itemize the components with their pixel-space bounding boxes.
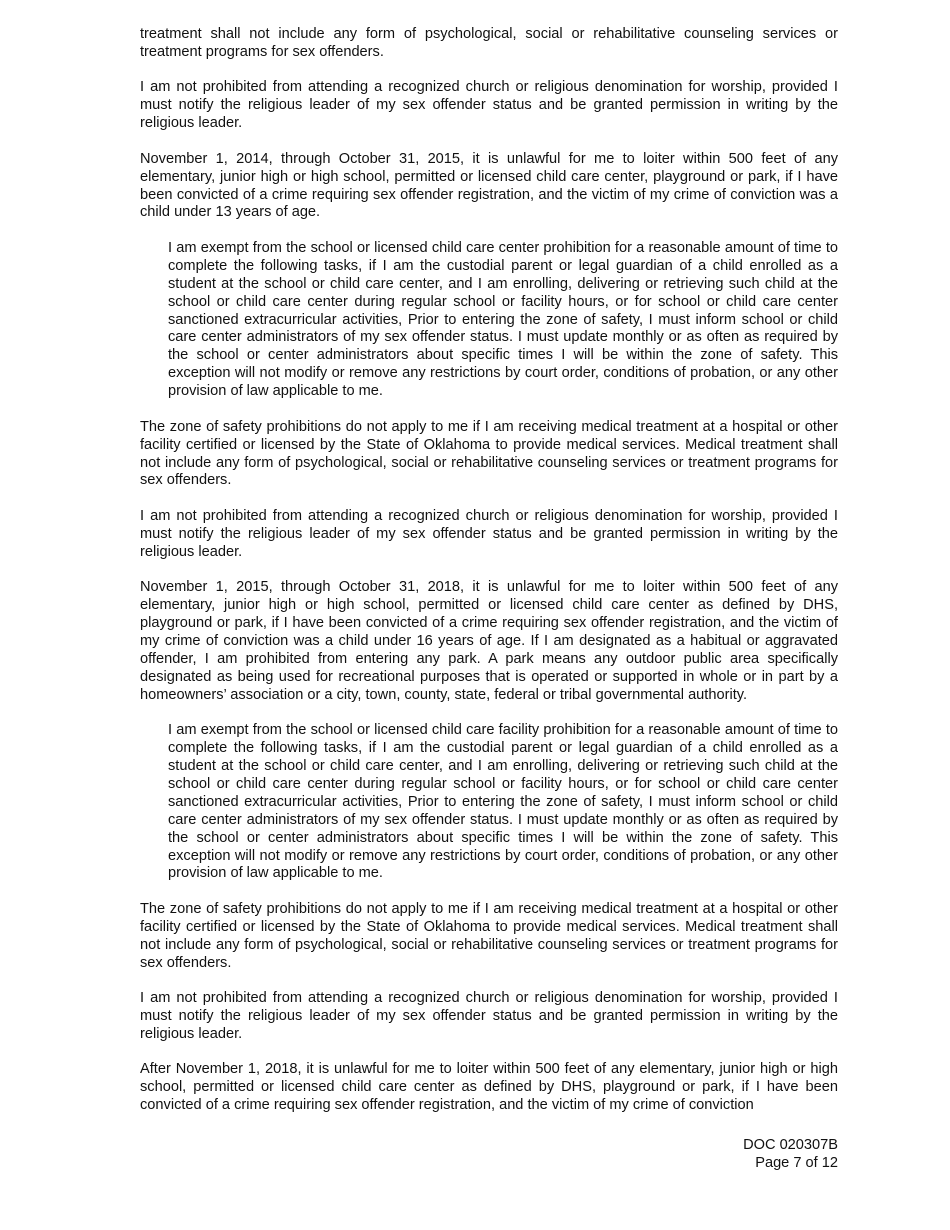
document-body (140, 26, 838, 1133)
doc-number: DOC 020307B (743, 1137, 838, 1153)
paragraph-exemption-child-care-center: I am exempt from the school or licensed child care center prohibition for a reasonable amount of time to complete the following tasks, if I am the custodial parent or legal guardian of a child enrolled as a student at the school or child care center, and I am enrolling, delivering or retrieving such child at the school or child care center during regular school or facility hours, or for school or child care center sanctioned extracurricular activities, Prior to entering the zone of safety, I must inform school or child care center administrators of my sex offender status. I must update monthly or as often as required by the school or center administrators about specific times I will be within the zone of safety. This exception will not modify or remove any restrictions by court order, conditions of probation, or any other provision of law applicable to me. (168, 239, 838, 400)
page-number: Page 7 of 12 (755, 1154, 838, 1171)
paragraph-medical-treatment-continued: treatment shall not include any form of psychological, social or rehabilitative counseling services or treatment programs for sex offenders. (140, 26, 838, 60)
paragraph-medical-treatment: The zone of safety prohibitions do not apply to me if I am receiving medical treatment at a hospital or other facility certified or licensed by the State of Oklahoma to provide medical services. Medical treatment shall not include any form of psychological, social or rehabilitative counseling services or treatment programs for sex offenders. (140, 900, 838, 971)
paragraph-church-attendance: I am not prohibited from attending a recognized church or religious denomination for worship, provided I must notify the religious leader of my sex offender status and be granted permission in writing by the religious leader. (140, 79, 838, 132)
paragraph-exemption-child-care-facility: I am exempt from the school or licensed child care facility prohibition for a reasonable amount of time to complete the following tasks, if I am the custodial parent or legal guardian of a child enrolled as a student at the school or child care center, and I am enrolling, delivering or retrieving such child at the school or child care center during regular school or facility hours, or for school or child care center sanctioned extracurricular activities, Prior to entering the zone of safety, I must inform school or child care center administrators of my sex offender status. I must update monthly or as often as required by the school or center administrators about specific times I will be within the zone of safety. This exception will not modify or remove any restrictions by court order, conditions of probation, or any other provision of law applicable to me. (168, 722, 838, 882)
paragraph-church-attendance: I am not prohibited from attending a recognized church or religious denomination for worship, provided I must notify the religious leader of my sex offender status and be granted permission in writing by the religious leader. (140, 990, 838, 1042)
paragraph-loiter-after-2018: After November 1, 2018, it is unlawful for me to loiter within 500 feet of any elementary, junior high or high school, permitted or licensed child care center as defined by DHS, playground or park, if I have been convicted of a crime requiring sex offender registration, and the victim of my crime of conviction (140, 1061, 838, 1114)
page-footer (743, 1137, 838, 1173)
paragraph-church-attendance: I am not prohibited from attending a recognized church or religious denomination for worship, provided I must notify the religious leader of my sex offender status and be granted permission in writing by the religious leader. (140, 507, 838, 560)
paragraph-loiter-2015-2018: November 1, 2015, through October 31, 2018, it is unlawful for me to loiter within 500 feet of any elementary, junior high or high school, permitted or licensed child care center as defined by DHS, playground or park, if I have been convicted of a crime requiring sex offender registration, and the victim of my crime of conviction was a child under 16 years of age. If I am designated as a habitual or aggravated offender, I am prohibited from entering any park. A park means any outdoor public area specifically designated as being used for recreational purposes that is operated or supported in whole or in part by a homeowners’ association or a city, town, county, state, federal or tribal governmental authority. (140, 579, 838, 703)
paragraph-loiter-2014-2015: November 1, 2014, through October 31, 2015, it is unlawful for me to loiter within 500 feet of any elementary, junior high or high school, permitted or licensed child care center, playground or park, if I have been convicted of a crime requiring sex offender registration, and the victim of my crime of conviction was a child under 13 years of age. (140, 150, 838, 221)
paragraph-medical-treatment: The zone of safety prohibitions do not apply to me if I am receiving medical treatment at a hospital or other facility certified or licensed by the State of Oklahoma to provide medical services. Medical treatment shall not include any form of psychological, social or rehabilitative counseling services or treatment programs for sex offenders. (140, 418, 838, 489)
